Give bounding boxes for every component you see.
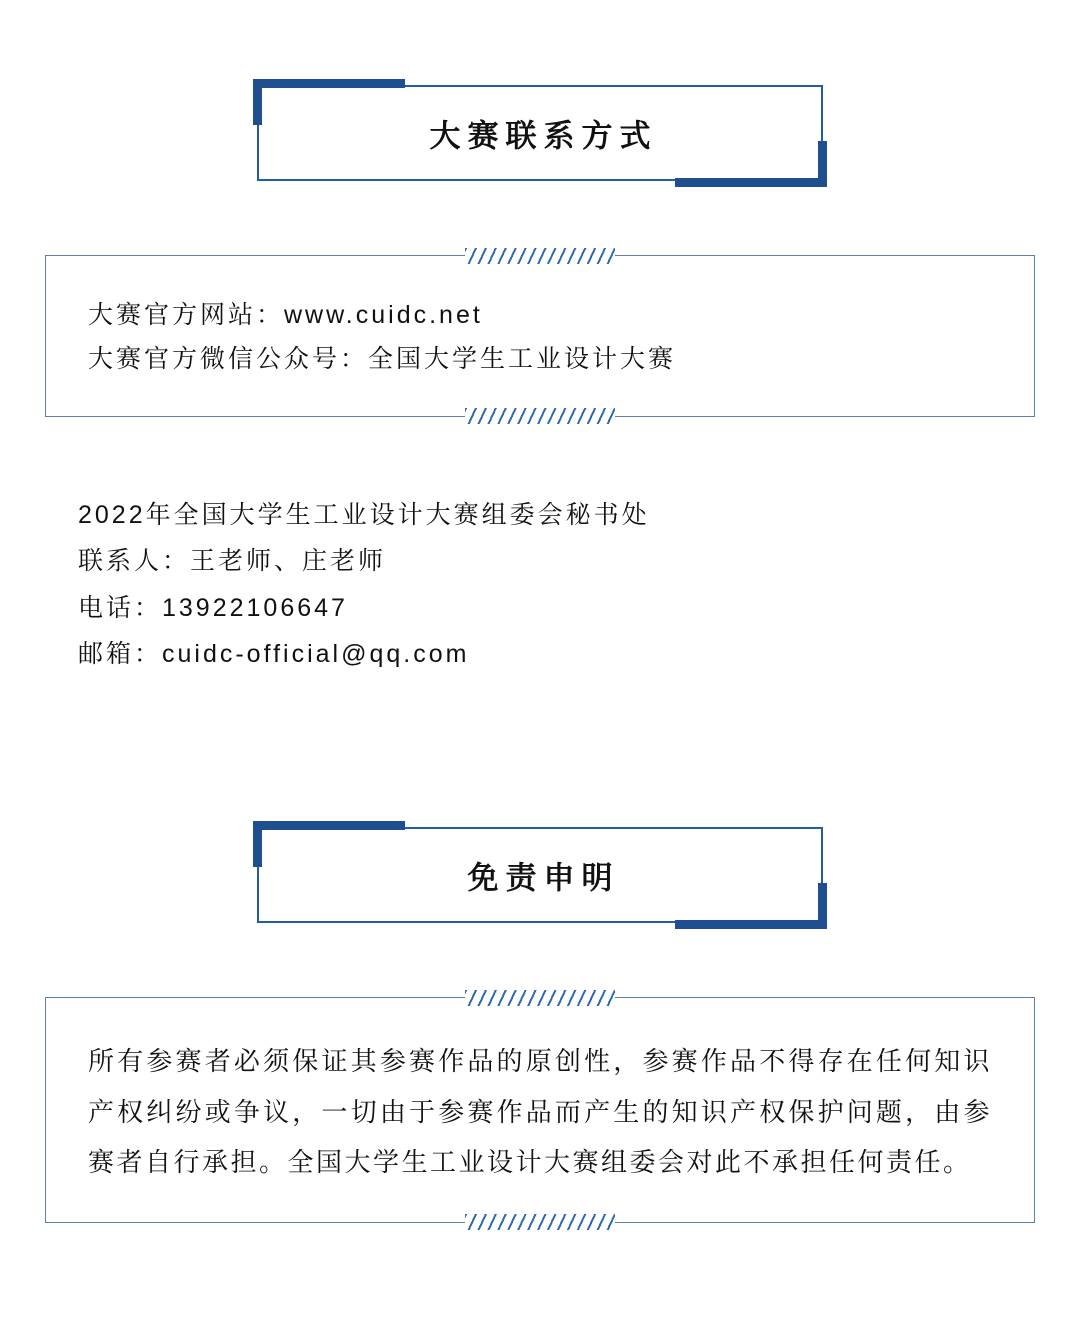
disclaimer-paragraph: 所有参赛者必须保证其参赛作品的原创性，参赛作品不得存在任何知识产权纠纷或争议，一切由于参赛作品而产生的知识产权保护问题，由参赛者自行承担。全国大学生工业设计大赛组委会对此不承担任何责任。	[88, 1046, 992, 1178]
secretariat-phone-line: 电话：13922106647	[78, 593, 348, 622]
secretariat-block	[78, 492, 650, 677]
hatch-decoration-bottom-icon	[465, 408, 615, 424]
contact-info-card-body	[46, 256, 1034, 416]
contact-section-banner	[257, 85, 823, 181]
disclaimer-section-title: 免责申明	[467, 860, 620, 896]
contact-website-line: 大赛官方网站：www.cuidc.net	[88, 301, 483, 329]
banner-accent-bottom-right	[675, 178, 827, 187]
disclaimer-section-banner	[257, 827, 823, 923]
secretariat-name-line: 2022年全国大学生工业设计大赛组委会秘书处	[78, 501, 650, 529]
banner-accent-top-left	[253, 79, 405, 88]
hatch-decoration-top-icon	[465, 990, 615, 1006]
disclaimer-card	[45, 997, 1035, 1223]
contact-section-title: 大赛联系方式	[429, 118, 658, 154]
hatch-decoration-bottom-icon	[465, 1214, 615, 1230]
contact-info-card	[45, 255, 1035, 417]
banner-accent-bottom-right	[675, 920, 827, 929]
banner-accent-top-left	[253, 821, 405, 830]
secretariat-email-line: 邮箱：cuidc-official@qq.com	[78, 639, 470, 668]
disclaimer-card-body	[46, 998, 1034, 1222]
hatch-decoration-top-icon	[465, 248, 615, 264]
secretariat-contact-person-line: 联系人：王老师、庄老师	[78, 547, 387, 576]
contact-wechat-line: 大赛官方微信公众号：全国大学生工业设计大赛	[88, 344, 677, 373]
